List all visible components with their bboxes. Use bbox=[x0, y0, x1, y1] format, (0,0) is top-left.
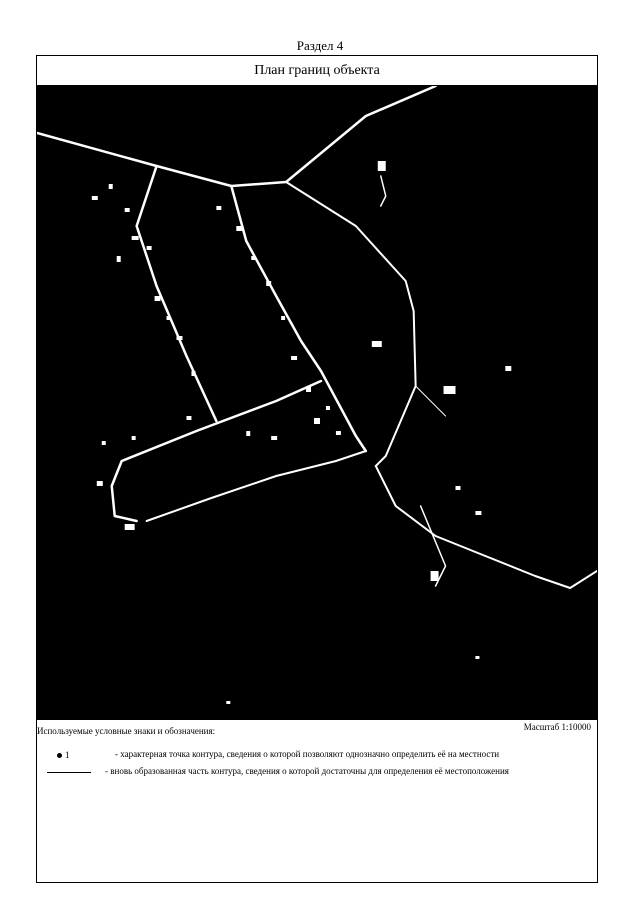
point-icon bbox=[57, 749, 115, 761]
legend-item-point bbox=[57, 749, 585, 761]
legend-heading: Используемые условные знаки и обозначения: bbox=[37, 726, 216, 736]
plan-frame bbox=[36, 55, 598, 883]
plan-title: План границ объекта bbox=[37, 56, 597, 86]
scale-label: Масштаб 1:10000 bbox=[523, 722, 591, 732]
satellite-map bbox=[37, 86, 597, 720]
legend-line-text: - вновь образованная часть контура, сведения о которой достаточны для определения её местоположения bbox=[105, 766, 509, 776]
legend-point-text: - характерная точка контура, сведения о которой позволяют однозначно определить её на местности bbox=[115, 749, 500, 759]
map-image bbox=[37, 86, 597, 720]
section-title: Раздел 4 bbox=[296, 38, 344, 53]
legend-item-line bbox=[47, 766, 575, 778]
line-icon bbox=[47, 766, 91, 778]
point-number: 1 bbox=[65, 750, 70, 760]
